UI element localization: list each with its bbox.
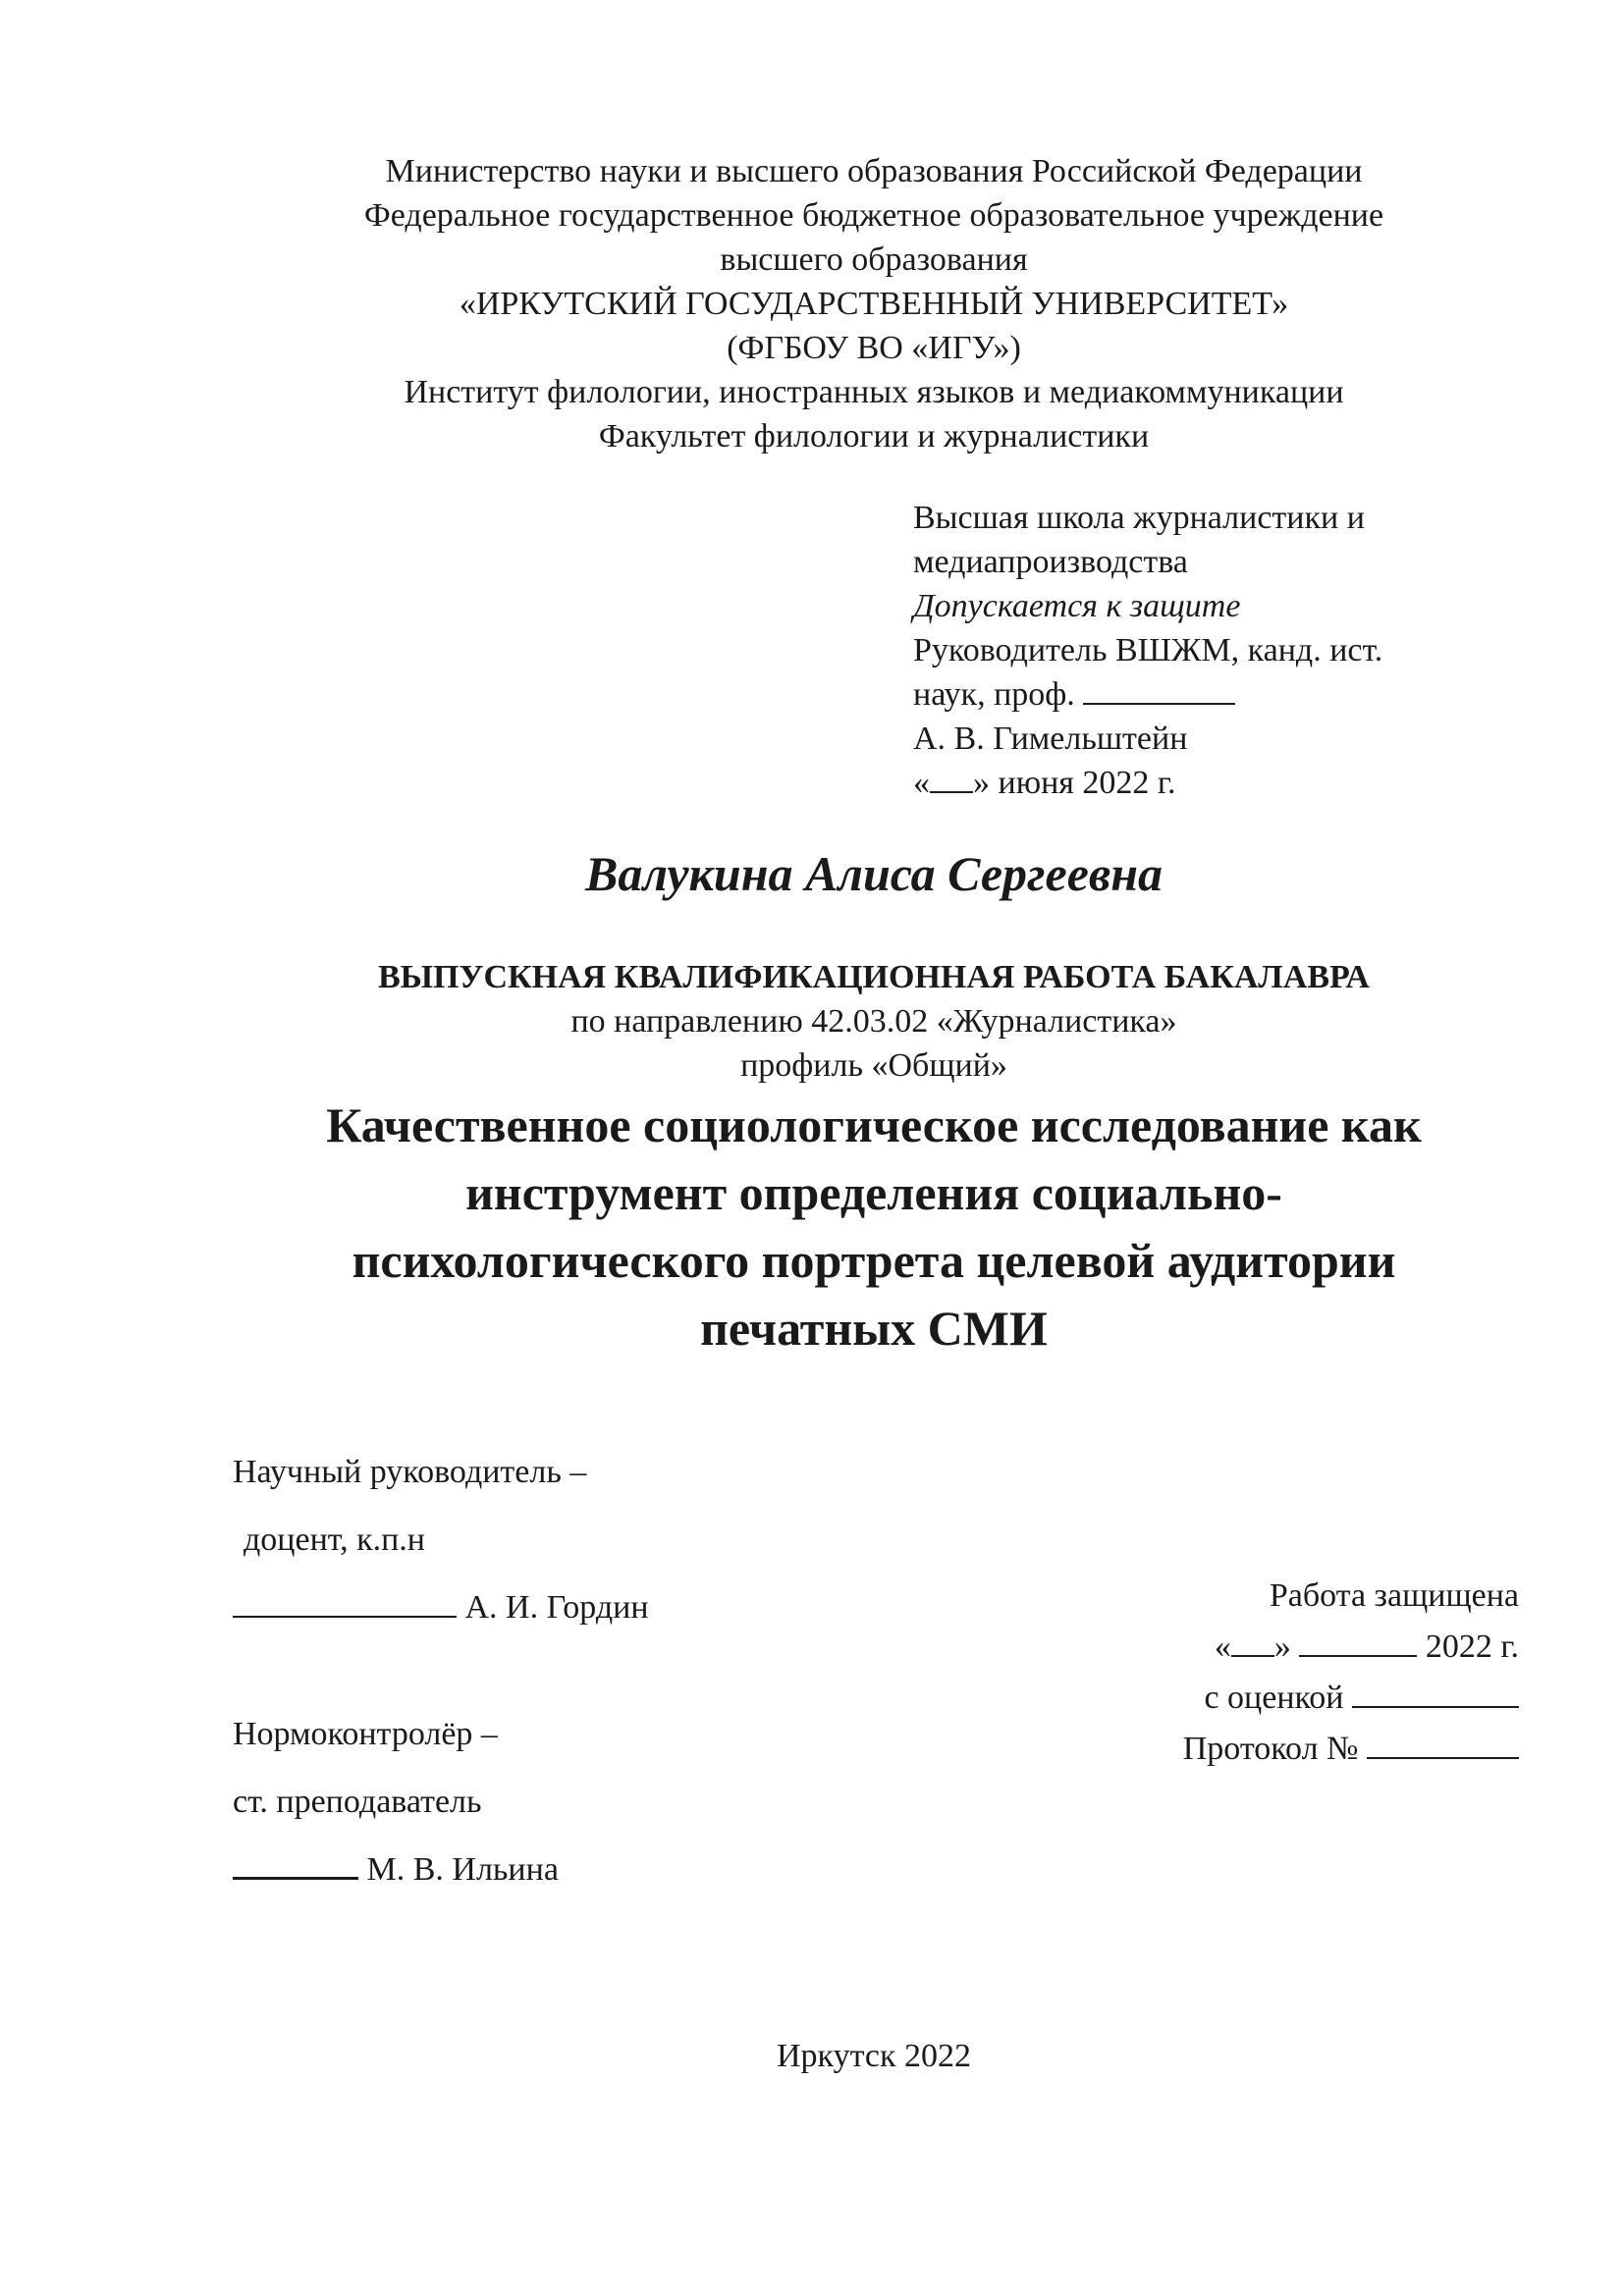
- title-line-4: печатных СМИ: [700, 1301, 1048, 1356]
- normcontrol-signature-line: [233, 1849, 358, 1880]
- approval-day-line: [930, 764, 973, 793]
- normcontrol-position: ст. преподаватель: [233, 1784, 482, 1820]
- defense-date: « » 2022 г.: [1214, 1629, 1519, 1665]
- university-name-line: «ИРКУТСКИЙ ГОСУДАРСТВЕННЫЙ УНИВЕРСИТЕТ»: [459, 286, 1289, 322]
- title-line-3: психологического портрета целевой аудитории: [352, 1233, 1396, 1288]
- supervisor-name: А. И. Гордин: [464, 1589, 649, 1626]
- institution-header: [236, 149, 1512, 458]
- university-abbr-line: (ФГБОУ ВО «ИГУ»): [727, 330, 1021, 366]
- approval-block: [913, 496, 1502, 805]
- work-type-block: [236, 955, 1512, 1088]
- defense-day-line: [1231, 1628, 1274, 1657]
- institute-line: Институт филологии, иностранных языков и медиакоммуникации: [404, 374, 1344, 410]
- author-name: Валукина Алиса Сергеевна: [585, 846, 1163, 901]
- normcontrol-signature: [233, 1847, 559, 1892]
- supervisor-signature-line: [233, 1588, 457, 1618]
- defense-month-line: [1299, 1628, 1417, 1657]
- protocol-line: [1367, 1730, 1519, 1759]
- normcontrol-name: М. В. Ильина: [366, 1851, 559, 1888]
- city-year: Иркутск 2022: [777, 2038, 971, 2074]
- school-line-1: Высшая школа журналистики и: [913, 500, 1365, 536]
- ministry-line: Министерство науки и высшего образования Российской Федерации: [385, 153, 1363, 189]
- supervisor-signature: [233, 1585, 649, 1629]
- head-line-2: [913, 672, 1502, 717]
- admitted-to-defense: Допускается к защите: [913, 588, 1241, 624]
- work-direction: по направлению 42.03.02 «Журналистика»: [570, 1003, 1177, 1040]
- approval-date: « » июня 2022 г.: [913, 765, 1176, 801]
- education-level-line: высшего образования: [720, 241, 1028, 278]
- institution-type-line: Федеральное государственное бюджетное образовательное учреждение: [363, 197, 1384, 234]
- defense-protected: Работа защищена: [1269, 1577, 1519, 1614]
- school-line-2: медиапроизводства: [913, 544, 1188, 580]
- title-line-2: инструмент определения социально-: [465, 1165, 1282, 1220]
- title-line-1: Качественное социологическое исследование как: [326, 1097, 1422, 1152]
- work-type: ВЫПУСКНАЯ КВАЛИФИКАЦИОННАЯ РАБОТА БАКАЛАВРА: [378, 959, 1370, 995]
- thesis-title: [196, 1092, 1551, 1362]
- supervisor-position: доцент, к.п.н: [244, 1522, 425, 1558]
- grade-line: [1352, 1679, 1519, 1708]
- head-signature-line: [1083, 675, 1235, 705]
- head-line-1: Руководитель ВШЖМ, канд. ист.: [913, 632, 1383, 668]
- defense-protocol: Протокол №: [1183, 1724, 1519, 1775]
- head-degree: наук, проф.: [913, 676, 1075, 713]
- defense-block: [1183, 1571, 1519, 1775]
- work-profile: профиль «Общий»: [740, 1047, 1007, 1084]
- defense-grade: с оценкой: [1183, 1673, 1519, 1724]
- head-name: А. В. Гимельштейн: [913, 721, 1188, 757]
- supervisor-label: Научный руководитель –: [233, 1454, 587, 1490]
- faculty-line: Факультет филологии и журналистики: [598, 418, 1150, 454]
- normcontrol-label: Нормоконтролёр –: [233, 1716, 498, 1752]
